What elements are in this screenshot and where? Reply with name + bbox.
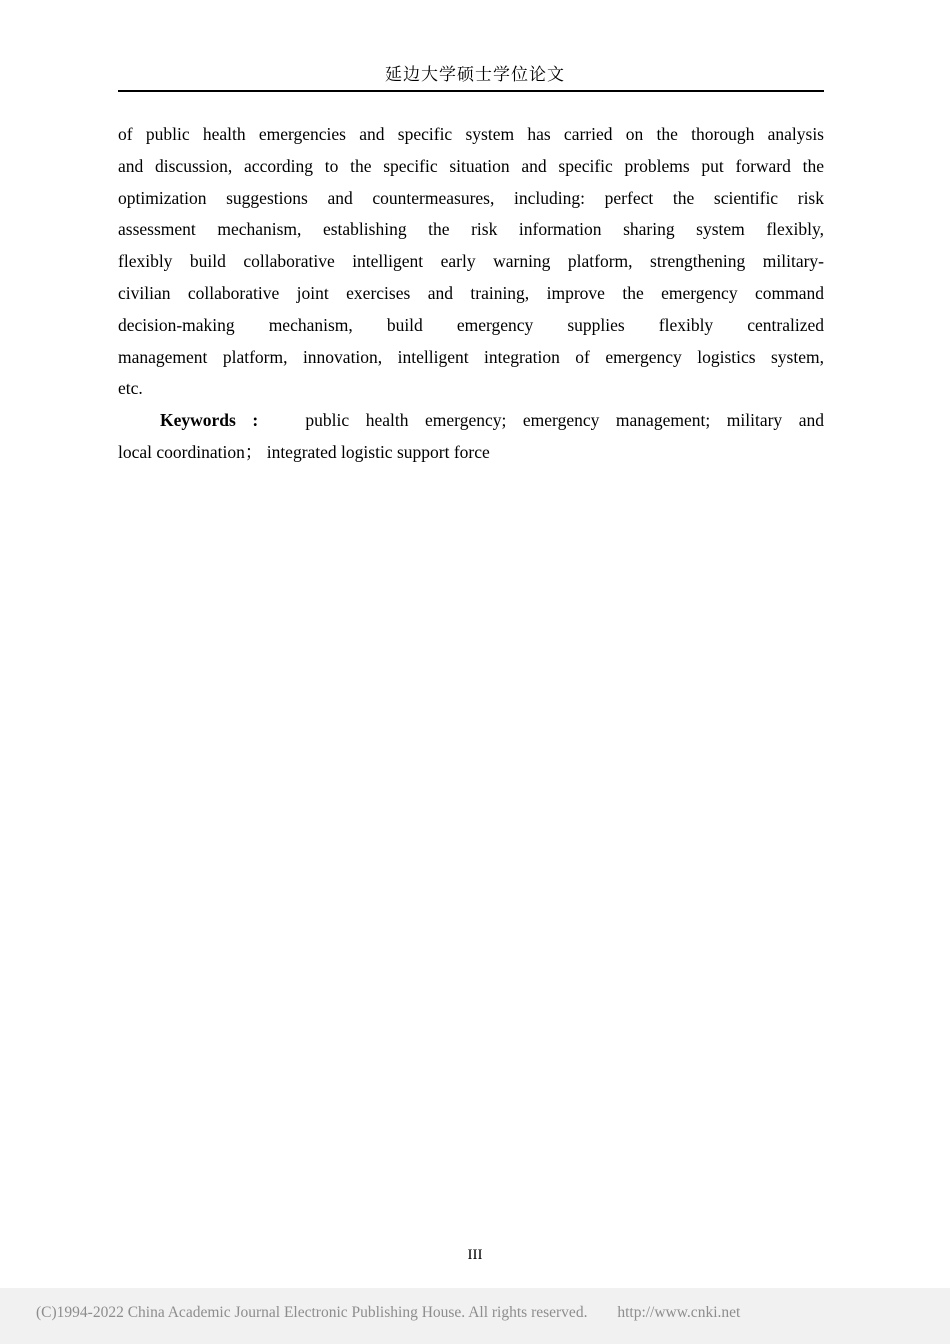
abstract-line: and discussion, according to the specific situation and specific problems put forward the <box>118 155 824 176</box>
footer-text <box>36 1304 740 1322</box>
footer-copyright: (C)1994-2022 China Academic Journal Electronic Publishing House. All rights reserved. <box>36 1304 588 1321</box>
abstract-body <box>118 119 824 469</box>
page-header-title: 延边大学硕士学位论文 <box>385 65 565 84</box>
abstract-line: of public health emergencies and specific system has carried on the thorough analysis <box>118 124 824 144</box>
abstract-line: flexibly build collaborative intelligent early warning platform, strengthening military- <box>118 251 824 272</box>
abstract-line: etc. <box>118 378 143 399</box>
keywords-line <box>118 405 824 437</box>
footer-url: http://www.cnki.net <box>617 1304 741 1321</box>
abstract-line: civilian collaborative joint exercises and training, improve the emergency command <box>118 282 824 303</box>
page-number: III <box>467 1247 483 1263</box>
abstract-line: optimization suggestions and countermeasures, including: perfect the scientific risk <box>118 187 824 208</box>
footer-band <box>0 1288 950 1344</box>
header-divider <box>118 90 824 92</box>
keywords-label: Keywords : <box>160 410 259 431</box>
abstract-line: management platform, innovation, intelligent integration of emergency logistics system, <box>118 346 824 367</box>
abstract-line: assessment mechanism, establishing the risk information sharing system flexibly, <box>118 219 824 240</box>
keywords-line: local coordination； integrated logistic support force <box>118 441 490 462</box>
abstract-line: decision-making mechanism, build emergency supplies flexibly centralized <box>118 314 824 335</box>
keywords-text: public health emergency; emergency management; military and <box>305 410 825 431</box>
